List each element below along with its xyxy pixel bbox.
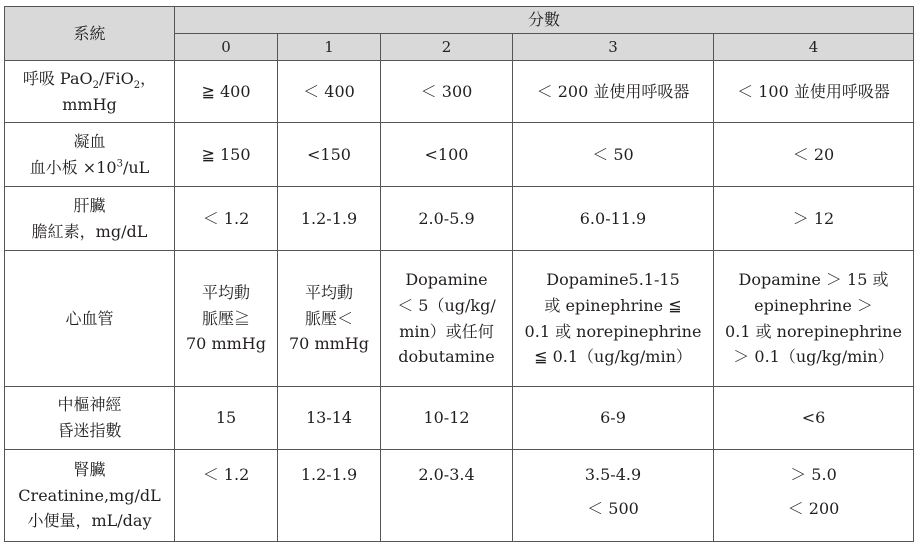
system-line: mmHg — [62, 94, 117, 114]
score-col-0: 0 — [175, 34, 278, 61]
score-cell: 平均動 脈壓≧ 70 mmHg — [175, 251, 278, 387]
system-line: 昏迷指數 — [57, 421, 122, 440]
score-cell: Dopamine ＞ 15 或 epinephrine ＞ 0.1 或 norepinephrine ＞ 0.1（ug/kg/min） — [714, 251, 914, 387]
score-cell: 15 — [175, 387, 278, 450]
score-cell: 平均動 脈壓＜ 70 mmHg — [278, 251, 381, 387]
score-cell: 6-9 — [513, 387, 714, 450]
score-cell: 3.5-4.9 ＜ 500 — [513, 450, 714, 542]
system-header: 系統 — [5, 7, 175, 61]
score-col-3: 3 — [513, 34, 714, 61]
score-col-1: 1 — [278, 34, 381, 61]
score-cell: 1.2-1.9 — [278, 450, 381, 542]
score-cell: 6.0-11.9 — [513, 187, 714, 251]
system-line: 肝臟 — [73, 195, 106, 215]
score-cell: <150 — [278, 123, 381, 187]
system-line: 心血管 — [65, 308, 114, 328]
score-col-4: 4 — [714, 34, 914, 61]
system-line: Creatinine,mg/dL — [18, 485, 161, 505]
system-cell-coagulation — [5, 123, 175, 187]
score-cell: ＜ 100 並使用呼吸器 — [714, 61, 914, 123]
score-cell: <100 — [381, 123, 513, 187]
score-cell: <6 — [714, 387, 914, 450]
score-cell: 2.0-3.4 — [381, 450, 513, 542]
score-cell: ＜ 20 — [714, 123, 914, 187]
score-cell: ≧ 150 — [175, 123, 278, 187]
system-cell-cns — [5, 387, 175, 450]
row-cns — [5, 387, 914, 450]
score-cell: Dopamine ＜ 5（ug/kg/ min）或任何 dobutamine — [381, 251, 513, 387]
score-header: 分數 — [175, 7, 914, 34]
header-row-top — [5, 7, 914, 34]
score-col-2: 2 — [381, 34, 513, 61]
score-cell: ＜ 50 — [513, 123, 714, 187]
row-cardiovascular — [5, 251, 914, 387]
score-cell: Dopamine5.1-15 或 epinephrine ≦ 0.1 或 norepinephrine ≦ 0.1（ug/kg/min） — [513, 251, 714, 387]
system-line: 呼吸 PaO$_2$/FiO$_2$， — [22, 68, 157, 92]
system-line: 膽紅素，mg/dL — [31, 221, 148, 241]
system-cell-liver — [5, 187, 175, 251]
row-liver — [5, 187, 914, 251]
system-cell-respiratory — [5, 61, 175, 123]
score-cell: 1.2-1.9 — [278, 187, 381, 251]
system-line: 凝血 — [73, 131, 106, 151]
row-respiratory — [5, 61, 914, 123]
row-renal — [5, 450, 914, 542]
score-cell: 13-14 — [278, 387, 381, 450]
score-cell: ＜ 400 — [278, 61, 381, 123]
score-cell: 10-12 — [381, 387, 513, 450]
score-cell: ＞ 5.0 ＜ 200 — [714, 450, 914, 542]
score-cell: ＜ 1.2 — [175, 187, 278, 251]
sofa-score-table — [4, 6, 914, 542]
score-cell: ＞ 12 — [714, 187, 914, 251]
score-cell: ≧ 400 — [175, 61, 278, 123]
row-coagulation — [5, 123, 914, 187]
system-cell-renal — [5, 450, 175, 542]
system-line: 小便量，mL/day — [27, 511, 152, 531]
system-line: 腎臟 — [73, 460, 106, 480]
score-cell: 2.0-5.9 — [381, 187, 513, 251]
score-cell: ＜ 1.2 — [175, 450, 278, 542]
system-line: 中樞神經 — [57, 395, 122, 415]
system-cell-cardiovascular — [5, 251, 175, 387]
system-line: 血小板 $\times 10^3/uL$ — [29, 157, 150, 177]
score-cell: ＜ 200 並使用呼吸器 — [513, 61, 714, 123]
score-cell: ＜ 300 — [381, 61, 513, 123]
